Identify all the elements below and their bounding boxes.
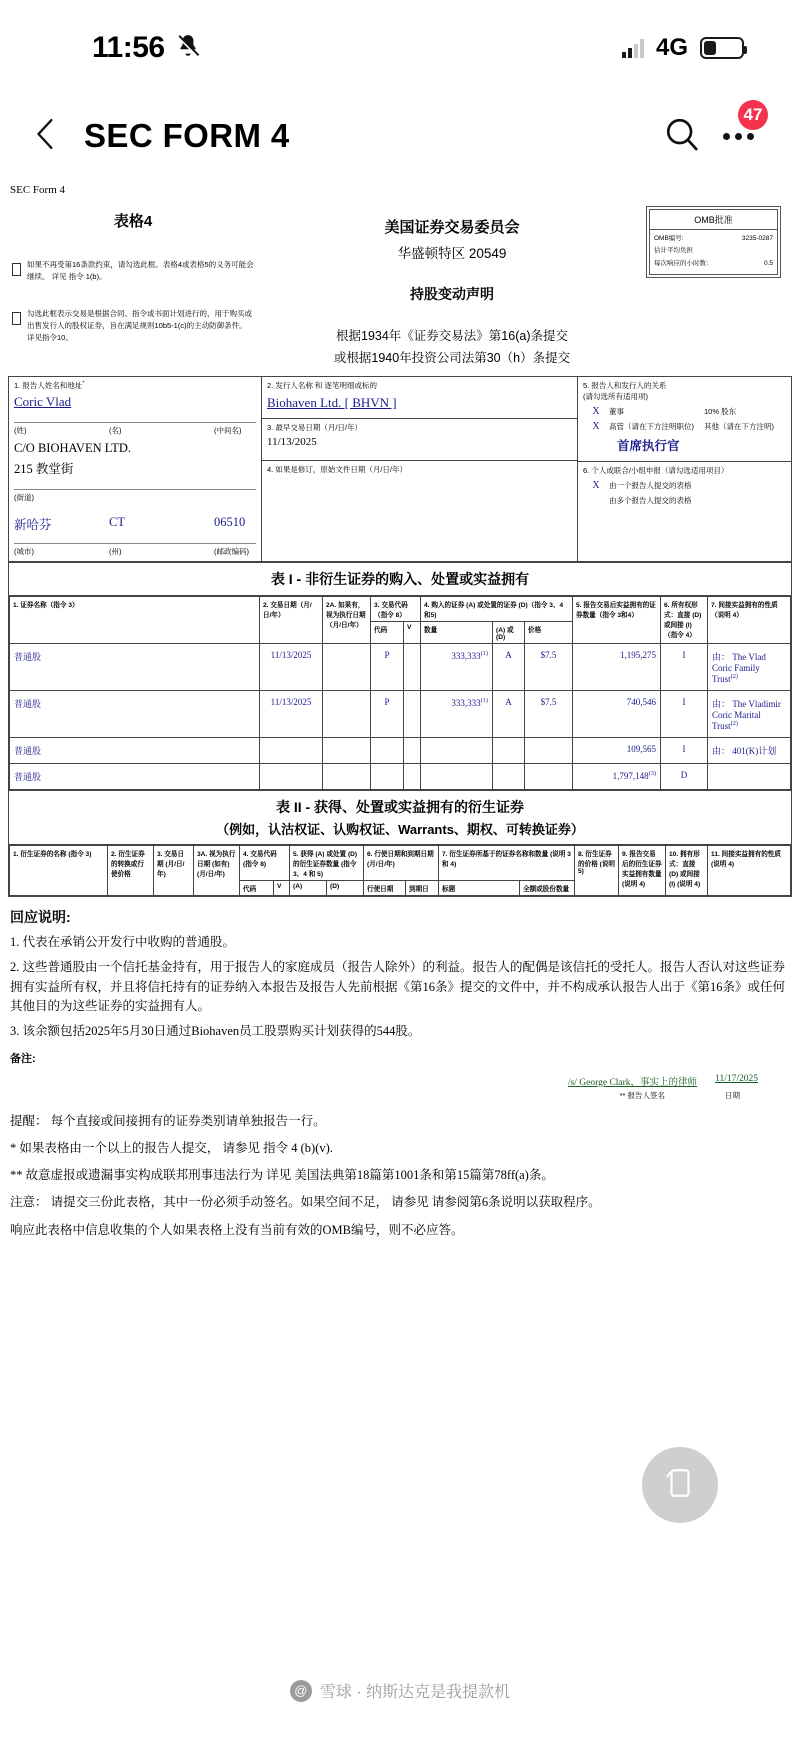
cell-ad: A xyxy=(493,643,525,690)
agency-address: 华盛顿特区 20549 xyxy=(397,246,507,261)
cell-nature-value: 由： The Vlad Coric Family Trust xyxy=(712,651,766,684)
cell-code: P xyxy=(371,643,404,690)
filing-row-individual[interactable] xyxy=(583,480,786,491)
other-label: 其他（请在下方注明) xyxy=(704,421,774,431)
officer-label: 高管（请在下方注明职位) xyxy=(609,421,694,431)
table-1-title: 表 I - 非衍生证券的购入、处置或实益拥有 xyxy=(9,563,791,596)
box-4-amendment-date xyxy=(262,461,577,523)
footer-note-3: ** 故意虚报或遗漏事实构成联邦刑事违法行为 详见 美国法典第18篇第1001条和第15篇第78ff(a)条。 xyxy=(10,1168,554,1183)
label-middle-name: (中间名) xyxy=(214,425,242,435)
individual-label: 由一个报告人提交的表格 xyxy=(609,480,692,490)
th-v: V xyxy=(404,621,421,643)
th-code: 代码 xyxy=(371,621,404,643)
reporting-person-block xyxy=(8,376,792,562)
street-sublabel xyxy=(14,492,256,503)
cell-date xyxy=(260,737,323,763)
response-item-2: 2. 这些普通股由一个信托基金持有，用于报告人的家庭成员（报告人除外）的利益。报告人的配偶是该信托的受托人。报告人否认对这些证券拥有实益所有权，并且将信托持有的证券纳入本报告及报告人先前根据《第16条》提交的文件中，并不构成承认报告人出于《第16条》或任何其他目的为这些证券的实益拥有人。 xyxy=(10,960,786,1013)
cell-security: 普通股 xyxy=(10,643,260,690)
relationship-column xyxy=(578,377,791,561)
cell-owned: 109,565 xyxy=(573,737,661,763)
more-options-button[interactable] xyxy=(710,105,766,164)
responses-title: 回应说明: xyxy=(10,908,71,925)
table-1-header-row-1 xyxy=(10,596,791,621)
cell-v xyxy=(404,737,421,763)
cell-amount xyxy=(421,763,493,789)
box-4-label: 4. 如果是修订，原始文件日期（月/日/年） xyxy=(267,464,408,474)
omb-burden-label: 估计平均负担 xyxy=(654,247,693,255)
omb-hours-value: 0.5 xyxy=(763,259,773,267)
th-price: 价格 xyxy=(525,621,573,643)
omb-hours-label: 每次响应的小时数： xyxy=(654,259,713,267)
footer-note-1: 提醒： 每个直接或间接拥有的证券类别请单独报告一行。 xyxy=(10,1113,326,1128)
th2-v: V xyxy=(274,880,290,895)
table-1-grid xyxy=(9,596,791,790)
th2-derivative-amount: 5. 获得 (A) 或处置 (D) 的衍生证券数量 (指令 3、4 和 5) xyxy=(290,845,364,880)
agency-name: 美国证券交易委员会 xyxy=(384,219,520,236)
omb-number-label: OMB编号: xyxy=(654,235,684,242)
street-line-1: C/O BIOHAVEN LTD. xyxy=(14,440,132,455)
footer-note-2: * 如果表格由一个以上的报告人提交， 请参见 指令 4 (b)(v). xyxy=(10,1140,333,1155)
label-last-name: (姓) xyxy=(14,425,27,435)
form-header xyxy=(8,198,792,370)
watermark-logo-icon: @ xyxy=(290,1680,312,1702)
form-header-left xyxy=(8,198,258,370)
cell-ad xyxy=(493,763,525,789)
cell-deemed xyxy=(323,690,371,737)
statement-title: 持股变动声明 xyxy=(410,286,494,302)
filed-under-1: 根据1934年《证券交易法》第16(a)条提交 xyxy=(336,329,568,343)
th-transaction-date: 2. 交易日期（月/日/年） xyxy=(260,596,323,643)
chevron-left-icon xyxy=(33,118,59,155)
label-city: (城市) xyxy=(14,546,34,556)
cell-amount xyxy=(421,690,493,737)
checkbox-1-label: 如果不再受第16条款约束，请勾选此框。表格4或表格5的义务可能会继续。 详见 指令 1(b)。 xyxy=(27,260,254,281)
table-2-title-text: 表 II - 获得、处置或实益拥有的衍生证券 xyxy=(275,798,525,815)
checkbox-row-1[interactable] xyxy=(12,259,254,282)
street-rule xyxy=(14,489,256,490)
status-time: 11:56 xyxy=(92,31,165,64)
filing-row-joint[interactable] xyxy=(583,495,786,506)
issuer-column xyxy=(262,377,578,561)
cell-amount-value: 333,333 xyxy=(451,650,481,661)
cell-owned xyxy=(573,763,661,789)
table-row xyxy=(10,763,791,789)
label-zip: (邮政编码) xyxy=(214,546,249,556)
cell-form: I xyxy=(661,690,708,737)
table-row xyxy=(10,690,791,737)
th2-underlying-title: 标题 xyxy=(439,880,520,895)
officer-title-value: 首席执行官 xyxy=(617,438,680,453)
th2-derivative-name: 1. 衍生证券的名称 (指令 3) xyxy=(10,845,108,895)
checkbox-2-box[interactable] xyxy=(12,312,21,325)
th2-deemed-date: 3A. 视为执行日期 (如有) (月/日/年) xyxy=(194,845,240,895)
director-checkmark: X xyxy=(592,405,600,417)
notification-badge: 47 xyxy=(738,100,768,130)
cell-nature-footnote[interactable]: (2) xyxy=(730,719,739,727)
cell-nature-value: 由： The Vladimir Coric Marital Trust xyxy=(712,698,781,731)
remark-label: 备注: xyxy=(10,1052,36,1065)
omb-title: OMB批准 xyxy=(649,209,778,230)
form-header-right xyxy=(646,198,792,370)
reporting-person-name: Coric Vlad xyxy=(14,393,72,409)
box-5-sub: (请勾选所有适用项) xyxy=(583,391,648,401)
th-indirect-nature: 7. 间接实益拥有的性质（说明 4） xyxy=(708,596,791,643)
table-2-subtitle: （例如，认沽权证、认购权证、Warrants、期权、可转换证券） xyxy=(216,821,584,837)
th-transaction-code: 3. 交易代码（指令 8） xyxy=(371,596,421,621)
box-5-relationship xyxy=(578,377,791,462)
zip-value: 06510 xyxy=(214,514,246,529)
relationship-row-director[interactable] xyxy=(583,406,786,417)
omb-number-value: 3235-0287 xyxy=(741,235,773,242)
joint-checkmark xyxy=(583,495,609,506)
cell-date xyxy=(260,763,323,789)
table-row xyxy=(10,737,791,763)
th2-exercise-date: 行使日期 xyxy=(364,880,406,895)
table-2-title xyxy=(9,791,791,845)
cell-deemed xyxy=(323,763,371,789)
th2-indirect-nature: 11. 间接实益拥有的性质 (说明 4) xyxy=(708,845,791,895)
th-acquired-disposed: 4. 购入的证券 (A) 或处置的证券 (D)（指令 3、4和5) xyxy=(421,596,573,621)
battery-icon xyxy=(700,37,744,59)
cell-amount xyxy=(421,643,493,690)
rotate-screen-button[interactable] xyxy=(642,1447,718,1523)
watermark-text: 雪球 · 纳斯达克是我提款机 xyxy=(319,1684,511,1701)
th2-exercise-expiry: 6. 行使日期和到期日期 (月/日/年) xyxy=(364,845,439,880)
label-first-name: (名) xyxy=(109,425,122,435)
cell-price xyxy=(525,737,573,763)
city-state-zip xyxy=(14,515,256,533)
signature-name-caption: ** 报告人签名 xyxy=(619,1090,665,1100)
form-title: 表格4 xyxy=(113,213,153,230)
csz-rule xyxy=(14,543,256,544)
box-1-name-address xyxy=(9,377,262,561)
box-1-label xyxy=(14,380,256,391)
cell-price: $7.5 xyxy=(525,690,573,737)
cell-amount-value: 333,333 xyxy=(451,697,481,708)
cell-owned-value: 1,797,148 xyxy=(612,770,649,781)
individual-checkmark: X xyxy=(592,479,600,491)
relationship-row-officer[interactable] xyxy=(583,421,786,432)
box-5-label: 5. 报告人和发行人的关系 xyxy=(583,380,667,390)
th2-owned-after: 9. 报告交易后的衍生证券实益拥有数量 (说明 4) xyxy=(619,845,666,895)
page-title: SEC FORM 4 xyxy=(84,117,290,154)
label-street: (街道) xyxy=(14,492,34,502)
rotate-screen-icon xyxy=(663,1466,697,1505)
th2-underlying-shares: 全额或股份数量 xyxy=(520,880,575,895)
earliest-date-value: 11/13/2025 xyxy=(267,435,317,448)
th-a-or-d: (A) 或 (D) xyxy=(493,621,525,643)
cell-form: I xyxy=(661,737,708,763)
cell-v xyxy=(404,690,421,737)
sec-form-document xyxy=(0,176,800,1241)
back-button[interactable] xyxy=(20,110,72,162)
th2-conversion-price: 2. 衍生证券的转换或行使价格 xyxy=(108,845,154,895)
table-2 xyxy=(8,791,792,897)
omb-number-row xyxy=(654,233,773,245)
footer-notes xyxy=(10,1111,790,1241)
signature-date-caption: 日期 xyxy=(725,1090,740,1100)
checkbox-2-label: 勾选此框表示交易是根据合同、指令或书面计划进行的，用于购买或出售发行人的股权证券，旨在满足规则10b5-1(c)的主动防御条件。详见指令10。 xyxy=(27,309,252,342)
signal-bars-icon xyxy=(622,38,644,58)
csz-sublabels xyxy=(14,546,256,557)
label-state: (州) xyxy=(109,546,122,556)
table-2-header-row-1 xyxy=(10,845,791,880)
ten-percent-owner-label: 10% 股东 xyxy=(704,406,737,416)
cell-code xyxy=(371,737,404,763)
cell-security: 普通股 xyxy=(10,763,260,789)
network-type: 4G xyxy=(655,34,688,61)
cell-owned-footnote[interactable]: (3) xyxy=(648,769,656,777)
cell-code: P xyxy=(371,690,404,737)
director-label: 董事 xyxy=(609,406,624,416)
table-row xyxy=(10,643,791,690)
cell-nature xyxy=(708,763,791,789)
table-2-grid xyxy=(9,845,791,896)
omb-body xyxy=(649,230,778,275)
city-value: 新哈芬 xyxy=(14,517,52,532)
cell-code xyxy=(371,763,404,789)
cell-owned: 1,195,275 xyxy=(573,643,661,690)
table-1 xyxy=(8,562,792,791)
box-3-earliest-date xyxy=(262,419,577,461)
watermark xyxy=(0,1679,800,1702)
th-ownership-form: 6. 所有权形式：直接 (D) 或间接 (I)（指令 4） xyxy=(661,596,708,643)
cell-ad xyxy=(493,737,525,763)
response-item-3: 3. 该余额包括2025年5月30日通过Biohaven员工股票购买计划获得的544股。 xyxy=(10,1024,421,1039)
omb-hours-row xyxy=(654,258,773,270)
bell-muted-icon xyxy=(175,33,201,64)
cell-form: I xyxy=(661,643,708,690)
checkbox-row-2[interactable] xyxy=(12,308,254,343)
cell-amount-footnote[interactable]: (1) xyxy=(480,696,488,704)
cell-price xyxy=(525,763,573,789)
th2-ownership-form: 10. 拥有形式：直接 (D) 或间接 (I) (说明 4) xyxy=(666,845,708,895)
cell-ad: A xyxy=(493,690,525,737)
signature-name: /s/ George Clark，事实上的律师 xyxy=(567,1077,698,1088)
app-bar xyxy=(0,96,800,176)
street-line-2: 215 教堂街 xyxy=(14,461,74,476)
cell-security: 普通股 xyxy=(10,690,260,737)
box-3-label: 3. 最早交易日期（月/日/年） xyxy=(267,422,363,432)
form-header-center xyxy=(258,198,646,370)
status-bar-right xyxy=(622,34,744,62)
cell-nature-footnote[interactable]: (2) xyxy=(730,672,739,680)
filed-under-2: 或根据1940年投资公司法第30（h）条提交 xyxy=(333,350,571,365)
th-amount: 数量 xyxy=(421,621,493,643)
signature-date: 11/17/2025 xyxy=(715,1073,758,1084)
box-2-issuer xyxy=(262,377,577,419)
cell-owned: 740,546 xyxy=(573,690,661,737)
cell-amount-footnote[interactable]: (1) xyxy=(480,649,488,657)
th2-a: (A) xyxy=(290,880,327,895)
th-security-name: 1. 证券名称（指令 3） xyxy=(10,596,260,643)
sec-form-label: SEC Form 4 xyxy=(10,184,66,196)
th2-underlying-security: 7. 衍生证券所基于的证券名称和数量 (说明 3 和 4) xyxy=(439,845,575,880)
th2-transaction-code: 4. 交易代码 (指令 8) xyxy=(240,845,290,880)
omb-approval-box xyxy=(646,206,781,278)
cell-security: 普通股 xyxy=(10,737,260,763)
th-deemed-date: 2A. 如果有，视为执行日期（月/日/年） xyxy=(323,596,371,643)
footer-note-4: 注意： 请提交三份此表格，其中一份必须手动签名。如果空间不足， 请参见 请参阅第6条说明以获取程序。 xyxy=(10,1195,601,1210)
cell-nature xyxy=(708,643,791,690)
box-6-filing-type xyxy=(578,462,791,511)
th2-transaction-date: 3. 交易日期 (月/日/年) xyxy=(154,845,194,895)
th2-derivative-price: 8. 衍生证券的价格 (说明 5) xyxy=(575,845,619,895)
th2-code: 代码 xyxy=(240,880,274,895)
search-button[interactable] xyxy=(654,108,710,164)
more-dots-icon xyxy=(723,133,754,140)
box-1-label-text: 1. 报告人姓名和地址 xyxy=(14,380,83,390)
cell-nature: 由： 401(K)计划 xyxy=(708,737,791,763)
cell-deemed xyxy=(323,643,371,690)
cell-form: D xyxy=(661,763,708,789)
box-2-label: 2. 发行人名称 和 逐笔明细或标的 xyxy=(267,380,378,390)
issuer-value: Biohaven Ltd. [ BHVN ] xyxy=(267,394,397,410)
responses-section xyxy=(8,907,792,1066)
name-rule xyxy=(14,422,256,423)
status-bar xyxy=(0,0,800,96)
joint-label: 由多个报告人提交的表格 xyxy=(609,495,692,505)
cell-price: $7.5 xyxy=(525,643,573,690)
status-bar-left xyxy=(92,31,201,65)
cell-date: 11/13/2025 xyxy=(260,690,323,737)
cell-date: 11/13/2025 xyxy=(260,643,323,690)
response-item-1: 1. 代表在承销公开发行中收购的普通股。 xyxy=(10,934,236,949)
th2-expiration-date: 到期日 xyxy=(406,880,439,895)
cell-v xyxy=(404,763,421,789)
name-sublabels xyxy=(14,425,256,436)
footer-note-5: 响应此表格中信息收集的个人如果表格上没有当前有效的OMB编号，则不必应答。 xyxy=(10,1222,464,1237)
cell-v xyxy=(404,643,421,690)
th2-d: (D) xyxy=(327,880,364,895)
box-1-star: * xyxy=(82,380,85,387)
checkbox-1-box[interactable] xyxy=(12,263,21,276)
signature-row xyxy=(8,1074,758,1088)
box-6-label: 6. 个人或联合/小组申报（请勾选适用项目） xyxy=(583,465,729,475)
signature-captions xyxy=(8,1090,740,1101)
officer-checkmark: X xyxy=(592,420,600,432)
state-value: CT xyxy=(109,514,125,529)
cell-deemed xyxy=(323,737,371,763)
th-owned-after: 5. 报告交易后实益拥有的证券数量（指令 3和4） xyxy=(573,596,661,643)
cell-nature xyxy=(708,690,791,737)
search-icon xyxy=(663,115,701,158)
cell-amount xyxy=(421,737,493,763)
